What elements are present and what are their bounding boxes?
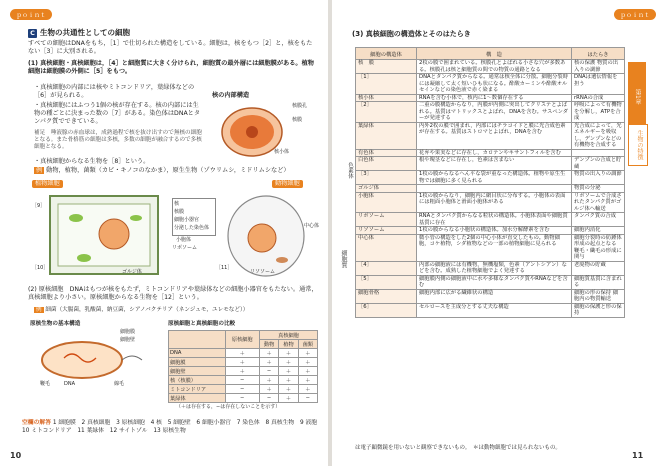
prok-label-membrane: 細胞膜 — [120, 329, 136, 335]
table-row — [356, 157, 625, 171]
prok-fig-title: 原核生物の基本構造 — [30, 321, 81, 327]
table-cell: リボソーム — [356, 213, 417, 227]
answer-key-label: 空欄の解答 — [22, 420, 51, 426]
table-cell: ＋ — [225, 349, 259, 358]
label-blank-9: ［9］ — [32, 203, 46, 209]
nucleus-label-pore: 核膜孔 — [292, 103, 308, 109]
table-cell: 細胞内部に広がる繊維状の構造 — [417, 289, 572, 303]
table-cell: ＋ — [298, 385, 317, 394]
bullet-organelle: ・真核細胞の内部には核やミトコンドリア，葉緑体などの［6］が見られる。 — [34, 84, 195, 99]
table-cell: − — [259, 367, 278, 376]
table-row — [169, 376, 318, 385]
prokaryote-example-text: 細菌（大腸菌，乳酸菌，納豆菌，シアノバクテリア（ネンジュモ，ユレモなど）） — [45, 307, 249, 313]
table-cell: 老廃物の貯蔵 — [572, 261, 625, 275]
compare-sub-2: 動物 — [259, 340, 278, 349]
compare-table-title: 原核細胞と真核細胞の比較 — [168, 321, 236, 327]
table-cell: 細胞の形の保持 細胞内の物質輸送 — [572, 289, 625, 303]
table-row — [356, 213, 625, 227]
animal-cell-label: 動物細胞 — [272, 180, 303, 188]
table-row — [169, 358, 318, 367]
table-cell: 白色体 — [356, 157, 417, 171]
prokaryote-para: (2) 原核細胞 DNAはもつが核をもたず，ミトコンドリアや葉緑体などの細胞小器官をもたない。通常，真核細胞より小さい。原核細胞からなる生物を［12］という。 — [28, 286, 318, 301]
prok-label-flagellum: 鞭毛 — [40, 381, 51, 387]
table-row — [169, 394, 318, 403]
table-row — [356, 289, 625, 303]
table-row — [356, 60, 625, 74]
compare-head-1: 原核細胞 — [225, 331, 259, 349]
nucleus-label-membrane: 核膜 — [292, 117, 303, 123]
label-lysosome: リソソーム — [250, 269, 276, 275]
table-cell: タンパク質の合成 — [572, 213, 625, 227]
section-heading — [28, 27, 130, 38]
table-cell: ＋ — [279, 385, 298, 394]
table-cell: 光合成によって，光エネルギーを吸収し，デンプンなどの有機物を合成する — [572, 122, 625, 149]
table-cell: 物質の分泌 — [572, 185, 625, 193]
table-row — [356, 149, 625, 157]
table-cell — [417, 185, 572, 193]
table-cell: ＋ — [259, 358, 278, 367]
table-cell: ＋ — [279, 358, 298, 367]
table-cell: − — [298, 394, 317, 403]
table-cell: RNAとタンパク質からなる粒状の構造体。小胞体表面や細胞質基質に存在 — [417, 213, 572, 227]
table-cell: 小胞体 — [356, 192, 417, 213]
table-cell: 細胞膜 — [169, 358, 226, 367]
table-cell: ＋ — [298, 367, 317, 376]
example-text: 動物，植物，菌類（カビ・キノコのなかま），原生生物（ゾウリムシ，ミドリムシなど） — [46, 167, 290, 174]
table-cell: 有色体 — [356, 149, 417, 157]
table-cell: DNAとタンパク質からなる。通常は核全体に分散。細胞分裂時には凝縮して太く短いひも状になる。酢酸カーミンや酢酸オルセインなどの染色液で赤く染まる — [417, 74, 572, 95]
label-er: 小胞体 — [176, 237, 192, 243]
table-row — [356, 171, 625, 185]
page-number-left: 10 — [10, 451, 22, 460]
organelle-section-title: (3) 真核細胞の構造体とそのはたらき — [352, 30, 471, 38]
table-row — [169, 367, 318, 376]
table-row — [169, 385, 318, 394]
table-cell: RNAを含む小体で，核内に1〜数個存在する — [417, 94, 572, 102]
bullet-eukaryotes: ・真核細胞からなる生物を［8］という。 — [34, 158, 150, 165]
prok-label-pili: 線毛 — [114, 381, 125, 387]
table-cell: 微小管の構造をした2個の中心小体が直交したもの。動物細胞，コケ植物，シダ植物などの一部の植物細胞に見られる — [417, 234, 572, 261]
table-cell: 核 膜 — [356, 60, 417, 74]
table-cell: ［6］ — [356, 303, 417, 317]
table-cell: 細胞質基質に含まれる — [572, 275, 625, 289]
cell-figure — [26, 180, 322, 282]
table-cell: rRNAの合成 — [572, 94, 625, 102]
table-cell: ゴルジ体 — [356, 185, 417, 193]
table-cell: ＋ — [298, 376, 317, 385]
label-ribosome: リボソーム — [172, 245, 198, 251]
table-cell: 1枚の膜からなり，細胞内に網目状に分布する。小胞体の表面には粗面小胞体と滑面小胞体がある — [417, 192, 572, 213]
eukaryote-para: (1) 真核細胞・真核細胞は，［4］と細胞質に大きく分けられ，細胞質の最外層には細胞膜がある。植物細胞は細胞膜の外側に［5］をもつ。 — [28, 60, 314, 75]
table-row — [356, 102, 625, 123]
table-cell: ＋ — [225, 358, 259, 367]
table-cell: 核（核膜） — [169, 376, 226, 385]
supplement-note: 補足 唾液腺の赤血球は，成熟過程で核を抜け出すので無核の細胞となる。また骨格筋の細胞は多核，多数の細胞が融合するので多核細胞となる。 — [34, 130, 202, 150]
table-cell: ［4］ — [356, 261, 417, 275]
table-cell: 細胞の保護と形の保持 — [572, 303, 625, 317]
table-cell: ＋ — [279, 394, 298, 403]
compare-table — [168, 330, 318, 403]
table-cell: − — [259, 394, 278, 403]
table-cell: 核小体 — [356, 94, 417, 102]
organelle-table — [355, 47, 625, 318]
prokaryote-examples — [34, 306, 248, 314]
table-cell: 内部の細胞液には有機物，無機塩類，色素（アントシアン）などを含む。成熟した植物細胞でよく発達する — [417, 261, 572, 275]
part-chromosome: 分泌した染色体 — [174, 225, 210, 231]
table-cell: 物質の出入りの調節 — [572, 171, 625, 185]
table-cell: ＋ — [298, 349, 317, 358]
example-badge-2: 例 — [36, 307, 42, 313]
table-cell — [572, 149, 625, 157]
table-cell: DNA — [169, 349, 226, 358]
table-cell: ［3］ — [356, 171, 417, 185]
table-row — [356, 185, 625, 193]
label-centrosome: 中心体 — [304, 223, 320, 229]
table-cell: セルロースを主成分とする丈夫な構造 — [417, 303, 572, 317]
table-cell: ［5］ — [356, 275, 417, 289]
part-organelle: 細胞小器官 — [174, 217, 200, 223]
table-row — [356, 227, 625, 235]
table-cell: 葉緑体 — [356, 122, 417, 149]
table-cell: 細胞内消化 — [572, 227, 625, 235]
table-cell: − — [225, 385, 259, 394]
table-cell: 根や塊茎などに存在し，色素は含まない — [417, 157, 572, 171]
table-row — [356, 122, 625, 149]
table-cell: ＋ — [225, 367, 259, 376]
table-cell: ＋ — [279, 376, 298, 385]
table-cell: 細胞骨格 — [356, 289, 417, 303]
table-cell: リボソームで合成されたタンパク質がゴルジ体へ輸送 — [572, 192, 625, 213]
prok-label-wall: 細胞壁 — [120, 337, 136, 343]
table-cell: 花弁や果実などに存在し，カロテンやキサントフィルを含む — [417, 149, 572, 157]
table-cell: ＋ — [279, 367, 298, 376]
nucleus-label-nucleolus: 核小体 — [274, 149, 290, 155]
point-pill: ｐｏｉｎｔ — [10, 9, 52, 20]
table-row — [356, 192, 625, 213]
compare-sub-4: 菌類 — [298, 340, 317, 349]
label-blank-11: ［11］ — [216, 265, 233, 271]
table-cell: ［1］ — [356, 74, 417, 95]
table-cell: ＋ — [259, 385, 278, 394]
intro-text: すべての細胞はDNAをもち，［1］で仕切られた構造をしている。細胞は，核をもつ［2］と，核をもたない［3］に大別される。 — [28, 40, 313, 55]
plant-parts-box — [172, 198, 216, 236]
left-page — [0, 0, 328, 466]
compare-head-0 — [169, 331, 226, 349]
table-row — [356, 74, 625, 95]
bullet-nucleus: ・真核細胞にはふつう1個の核が存在する。核の内部には生物の種ごとに決まった数の［7］がある。染色体はDNAとタンパク質でできている。 — [34, 102, 201, 125]
table-cell: 1枚の膜からなる小胞状の構造体。加水分解酵素を含む — [417, 227, 572, 235]
table-cell: 内外2枚の膜で囲まれ，内部にはチラコイドと膜に光合成色素が存在する。基質はストロマとよばれ，DNAを含む — [417, 122, 572, 149]
answer-key — [22, 419, 322, 435]
table-cell: ［2］ — [356, 102, 417, 123]
example-badge: 例 — [36, 167, 43, 174]
nucleus-figure — [212, 92, 317, 162]
table-cell: 2枚の膜で囲まれている。核膜孔とよばれる小さな穴が多数ある。核膜孔は核と細胞質の間での物質の通路となる — [417, 60, 572, 74]
plant-cell-label: 植物細胞 — [32, 180, 63, 188]
table-cell: 細胞壁 — [169, 367, 226, 376]
table-cell: デンプンの合成と貯蔵 — [572, 157, 625, 171]
org-head-name: 細胞の構造体 — [356, 48, 417, 60]
table-cell: リソソーム — [356, 227, 417, 235]
cytoplasm-side-label: 細胞質 — [340, 250, 347, 268]
nucleus-fig-title: 核の内部構造 — [212, 92, 250, 99]
chapter-tab: 第1章 — [628, 62, 646, 132]
table-row — [356, 94, 625, 102]
table-cell: 中心体 — [356, 234, 417, 261]
table-cell: ＋ — [259, 376, 278, 385]
table-cell: − — [225, 376, 259, 385]
answer-key-text: 1 細胞膜 2 真核細胞 3 原核細胞 4 核 5 細胞壁 6 細胞小器官 7 染色体 8 真核生物 9 液胞 10 ミトコンドリア 11 葉緑体 12 サイトゾル 13 原核生物 — [22, 420, 323, 434]
table-cell: 細胞膜内側の細胞液中に水や多様なタンパク質やRNAなどを含む — [417, 275, 572, 289]
plastid-side-label: 色素体 — [347, 162, 353, 179]
table-cell: 核の保護 物質の出入りの調節 — [572, 60, 625, 74]
table-cell: 二重の膜構造からなり，内膜が内側に突出してクリステとよばれる。基質はマトリックスとよばれ，DNAを含む。サスペンダーが発達する — [417, 102, 572, 123]
table-cell: ＋ — [298, 358, 317, 367]
compare-table-note: （＋は存在する，−は存在しないことを示す） — [176, 404, 281, 410]
table-row — [356, 303, 625, 317]
eukaryote-examples — [34, 167, 290, 175]
org-head-structure: 構 造 — [417, 48, 572, 60]
section-badge: C — [28, 29, 37, 38]
table-cell: 葉緑体 — [169, 394, 226, 403]
table-cell: ＋ — [259, 349, 278, 358]
org-head-function: はたらき — [572, 48, 625, 60]
page-number-right: 11 — [632, 451, 644, 460]
point-pill-right: ｐｏｉｎｔ — [614, 9, 656, 20]
part-nuclear-membrane: 核膜 — [174, 209, 185, 215]
label-blank-10: ［10］ — [32, 265, 49, 271]
table-cell: ミトコンドリア — [169, 385, 226, 394]
table-cell: ＋ — [279, 349, 298, 358]
prok-label-dna: DNA — [64, 381, 76, 387]
table-footnote: は電子顕微鏡を用いないと観察できないもの。 ＊は動物細胞では見られないもの。 — [355, 445, 561, 451]
chapter-subtitle-tab: 生物の特徴 — [628, 124, 648, 166]
table-row — [356, 234, 625, 261]
compare-sub-3: 植物 — [279, 340, 298, 349]
table-cell: DNAは遺伝情報を担う — [572, 74, 625, 95]
section-title: 生物の共通性としての細胞 — [40, 28, 130, 37]
table-row — [356, 275, 625, 289]
table-cell: 細胞分裂時の紡錘体形成の起点となる 鞭毛・繊毛の形成に関与 — [572, 234, 625, 261]
table-row — [356, 261, 625, 275]
table-cell: 呼吸によって有機物を分解し，ATPを合成 — [572, 102, 625, 123]
part-nucleus: 核 — [174, 201, 180, 207]
prokaryote-figure — [30, 320, 150, 392]
compare-head-2: 真核細胞 — [259, 331, 317, 340]
table-cell: 1枚の膜からなるへん平な袋が重なった構造体。植物や原生生物では細胞に多く見られる — [417, 171, 572, 185]
table-row — [169, 349, 318, 358]
table-cell: − — [225, 394, 259, 403]
label-golgi: ゴルジ体 — [122, 269, 142, 275]
